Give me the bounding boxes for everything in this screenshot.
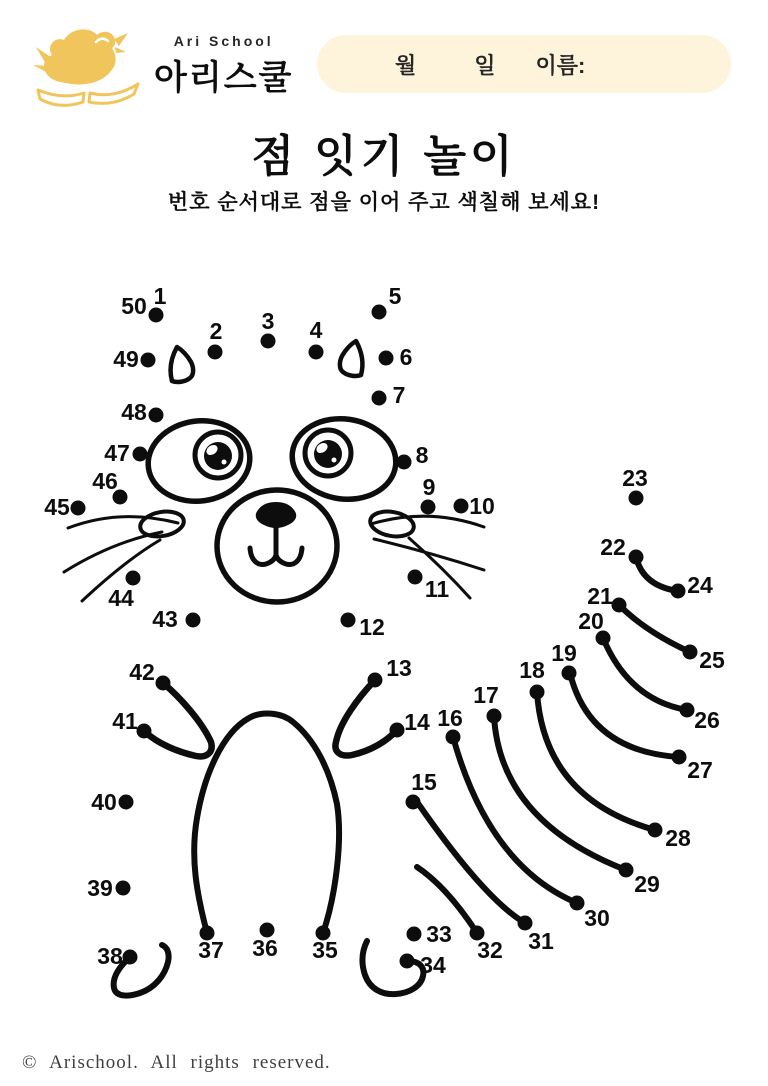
left-whisker-top [68, 517, 178, 528]
dot-number-label: 7 [392, 382, 406, 408]
brand-name-en: Ari School [173, 33, 274, 49]
puzzle-dot[interactable] [406, 795, 421, 810]
puzzle-dot[interactable] [126, 571, 141, 586]
puzzle-dot[interactable] [156, 676, 171, 691]
puzzle-dot[interactable] [71, 501, 86, 516]
puzzle-dot[interactable] [629, 550, 644, 565]
puzzle-dot[interactable] [619, 863, 634, 878]
tail-stripe-21-25 [619, 605, 690, 652]
left-arm [144, 683, 212, 756]
dot-number-label: 23 [622, 465, 648, 491]
puzzle-dot[interactable] [116, 881, 131, 896]
tail-stripe-22-24 [636, 557, 678, 591]
dot-number-label: 49 [113, 346, 139, 372]
dot-number-label: 30 [584, 905, 610, 931]
dot-number-label: 17 [473, 682, 499, 708]
dot-number-label: 34 [420, 952, 446, 978]
dot-number-label: 1 [153, 283, 167, 309]
footer-copyright: © Arischool. All rights reserved. [22, 1052, 331, 1073]
page-title: 점 잇기 놀이 [251, 132, 517, 181]
puzzle-dot[interactable] [612, 598, 627, 613]
dot-number-label: 4 [309, 317, 323, 343]
puzzle-dot[interactable] [671, 584, 686, 599]
right-pupil [314, 440, 342, 468]
dot-number-label: 6 [399, 344, 413, 370]
puzzle-dot[interactable] [368, 673, 383, 688]
dot-number-label: 8 [415, 442, 429, 468]
puzzle-dot[interactable] [123, 950, 138, 965]
dot-number-label: 28 [665, 825, 691, 851]
dot-number-label: 45 [44, 494, 70, 520]
dot-number-label: 16 [437, 705, 463, 731]
dot-number-label: 15 [411, 769, 437, 795]
brand-name-ko: 아리스쿨 [154, 59, 294, 97]
tail-stripe-20-26 [603, 638, 687, 710]
dot-number-label: 11 [424, 576, 450, 602]
right-foot [363, 941, 424, 994]
puzzle-dot[interactable] [407, 927, 422, 942]
left-pupil [204, 442, 232, 470]
puzzle-dot[interactable] [261, 334, 276, 349]
dot-number-label: 2 [209, 318, 223, 344]
puzzle-dot[interactable] [149, 308, 164, 323]
dot-number-label: 50 [121, 293, 147, 319]
puzzle-dot[interactable] [530, 685, 545, 700]
dot-number-label: 22 [600, 534, 626, 560]
dot-number-label: 12 [359, 614, 385, 640]
puzzle-dot[interactable] [672, 750, 687, 765]
dot-number-label: 9 [422, 474, 436, 500]
dot-number-label: 25 [699, 647, 725, 673]
puzzle-dot[interactable] [408, 570, 423, 585]
puzzle-dot[interactable] [141, 353, 156, 368]
puzzle-dot[interactable] [372, 391, 387, 406]
dot-number-label: 37 [198, 937, 224, 963]
puzzle-dot[interactable] [208, 345, 223, 360]
dot-number-label: 18 [519, 657, 545, 683]
page-subtitle: 번호 순서대로 점을 이어 주고 색칠해 보세요! [167, 191, 601, 214]
dot-number-label: 5 [388, 283, 402, 309]
dot-number-label: 44 [108, 585, 134, 611]
tail-stripe-15-31 [415, 799, 525, 923]
puzzle-dot[interactable] [186, 613, 201, 628]
dot-number-label: 33 [426, 921, 452, 947]
left-whisker-mid [64, 532, 162, 572]
month-label: 월 [395, 52, 417, 78]
puzzle-dot[interactable] [446, 730, 461, 745]
puzzle-dot[interactable] [390, 723, 405, 738]
left-inner-ear [171, 347, 194, 382]
puzzle-dot[interactable] [421, 500, 436, 515]
dot-number-label: 10 [469, 493, 495, 519]
dot-number-label: 47 [104, 440, 130, 466]
right-whisker-top [371, 516, 484, 527]
dot-number-label: 41 [112, 708, 138, 734]
puzzle-dot[interactable] [487, 709, 502, 724]
dot-number-label: 24 [687, 572, 713, 598]
puzzle-dot[interactable] [149, 408, 164, 423]
right-arm [335, 680, 397, 755]
dot-number-label: 29 [634, 871, 660, 897]
puzzle-dot[interactable] [629, 491, 644, 506]
dot-number-label: 19 [551, 640, 577, 666]
dot-number-label: 21 [587, 583, 613, 609]
dot-number-label: 48 [121, 399, 147, 425]
tail-stripe-17-29 [494, 716, 626, 870]
puzzle-dot[interactable] [454, 499, 469, 514]
dot-number-label: 39 [87, 875, 113, 901]
dot-number-label: 26 [694, 707, 720, 733]
puzzle-dot[interactable] [648, 823, 663, 838]
puzzle-dot[interactable] [379, 351, 394, 366]
dot-number-label: 13 [386, 655, 412, 681]
puzzle-dot[interactable] [341, 613, 356, 628]
dot-number-label: 40 [91, 789, 117, 815]
dot-number-label: 46 [92, 468, 118, 494]
dot-number-label: 35 [312, 937, 338, 963]
name-label: 이름: [535, 52, 586, 78]
puzzle-dot[interactable] [133, 447, 148, 462]
dot-number-label: 43 [152, 606, 178, 632]
tail-stripe-18-28 [537, 692, 655, 830]
puzzle-dot[interactable] [309, 345, 324, 360]
puzzle-dot[interactable] [397, 455, 412, 470]
puzzle-dot[interactable] [570, 896, 585, 911]
puzzle-dot[interactable] [562, 666, 577, 681]
dot-number-label: 38 [97, 943, 123, 969]
tail-stripe-19-27 [570, 673, 679, 757]
dot-number-label: 20 [578, 608, 604, 634]
puzzle-dot[interactable] [119, 795, 134, 810]
dot-number-label: 14 [404, 709, 430, 735]
puzzle-dot[interactable] [400, 954, 415, 969]
dot-number-label: 3 [261, 308, 275, 334]
right-eye-glint [332, 458, 337, 463]
day-label: 일 [474, 52, 496, 78]
dot-number-label: 31 [528, 928, 554, 954]
dot-number-label: 32 [477, 937, 503, 963]
dot-number-label: 42 [129, 659, 155, 685]
body-arch [194, 713, 339, 933]
dot-number-label: 36 [252, 935, 278, 961]
left-eye-glint [222, 460, 227, 465]
dot-number-label: 27 [687, 757, 713, 783]
puzzle-dot[interactable] [372, 305, 387, 320]
puzzle-dot[interactable] [137, 724, 152, 739]
puzzle-dot[interactable] [680, 703, 695, 718]
right-inner-ear [340, 341, 363, 376]
puzzle-dot[interactable] [683, 645, 698, 660]
